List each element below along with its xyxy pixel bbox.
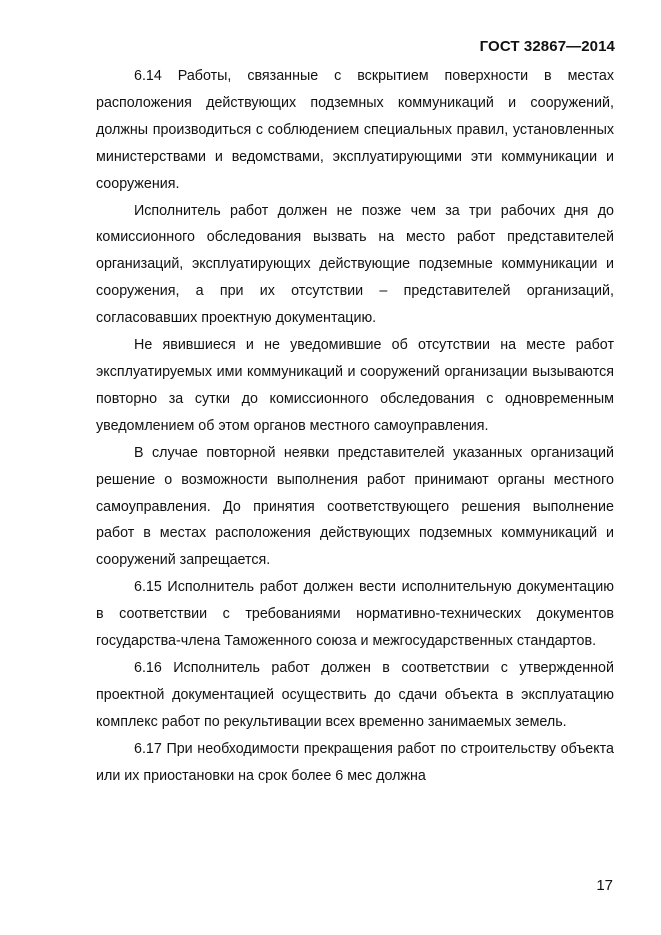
paragraph-repeat-call: Не явившиеся и не уведомившие об отсутствии на месте работ эксплуатируемых ими коммуникаций и сооружений организации вызываются повторно за сутки до комиссионного обследования с одновременным уведомлением об этом органов местного самоуправления. [96,337,614,434]
paragraph-contractor-call: Исполнитель работ должен не позже чем за три рабочих дня до комиссионного обследования вызвать на место работ представителей организаций, эксплуатирующих действующие подземные коммуникации и сооружения, а при их отсутствии – представителей организаций, согласовавших проектную документацию. [96,202,614,327]
paragraph-6-14: 6.14 Работы, связанные с вскрытием поверхности в местах расположения действующих подземных коммуникаций и сооружений, должны производиться с соблюдением специальных правил, установленных министерствами и ведомствами, эксплуатирующими эти коммуникации и сооружения. [96,68,614,192]
document-body [96,63,614,789]
paragraph-6-15: 6.15 Исполнитель работ должен вести исполнительную документацию в соответствии с требованиями нормативно-технических документов государства-члена Таможенного союза и межгосударственных стандартов. [96,579,614,650]
document-standard-header: ГОСТ 32867—2014 [479,38,615,55]
page-number: 17 [596,877,613,894]
paragraph-repeated-absence: В случае повторной неявки представителей указанных организаций решение о возможности выполнения работ принимают органы местного самоуправления. До принятия соответствующего решения выполнение работ в местах расположения действующих подземных коммуникаций и сооружений запрещается. [96,444,614,569]
paragraph-6-17: 6.17 При необходимости прекращения работ по строительству объекта или их приостановки на срок более 6 мес должна [96,740,614,784]
paragraph-6-16: 6.16 Исполнитель работ должен в соответствии с утвержденной проектной документацией осуществить до сдачи объекта в эксплуатацию комплекс работ по рекультивации всех временно занимаемых земель. [96,659,614,730]
